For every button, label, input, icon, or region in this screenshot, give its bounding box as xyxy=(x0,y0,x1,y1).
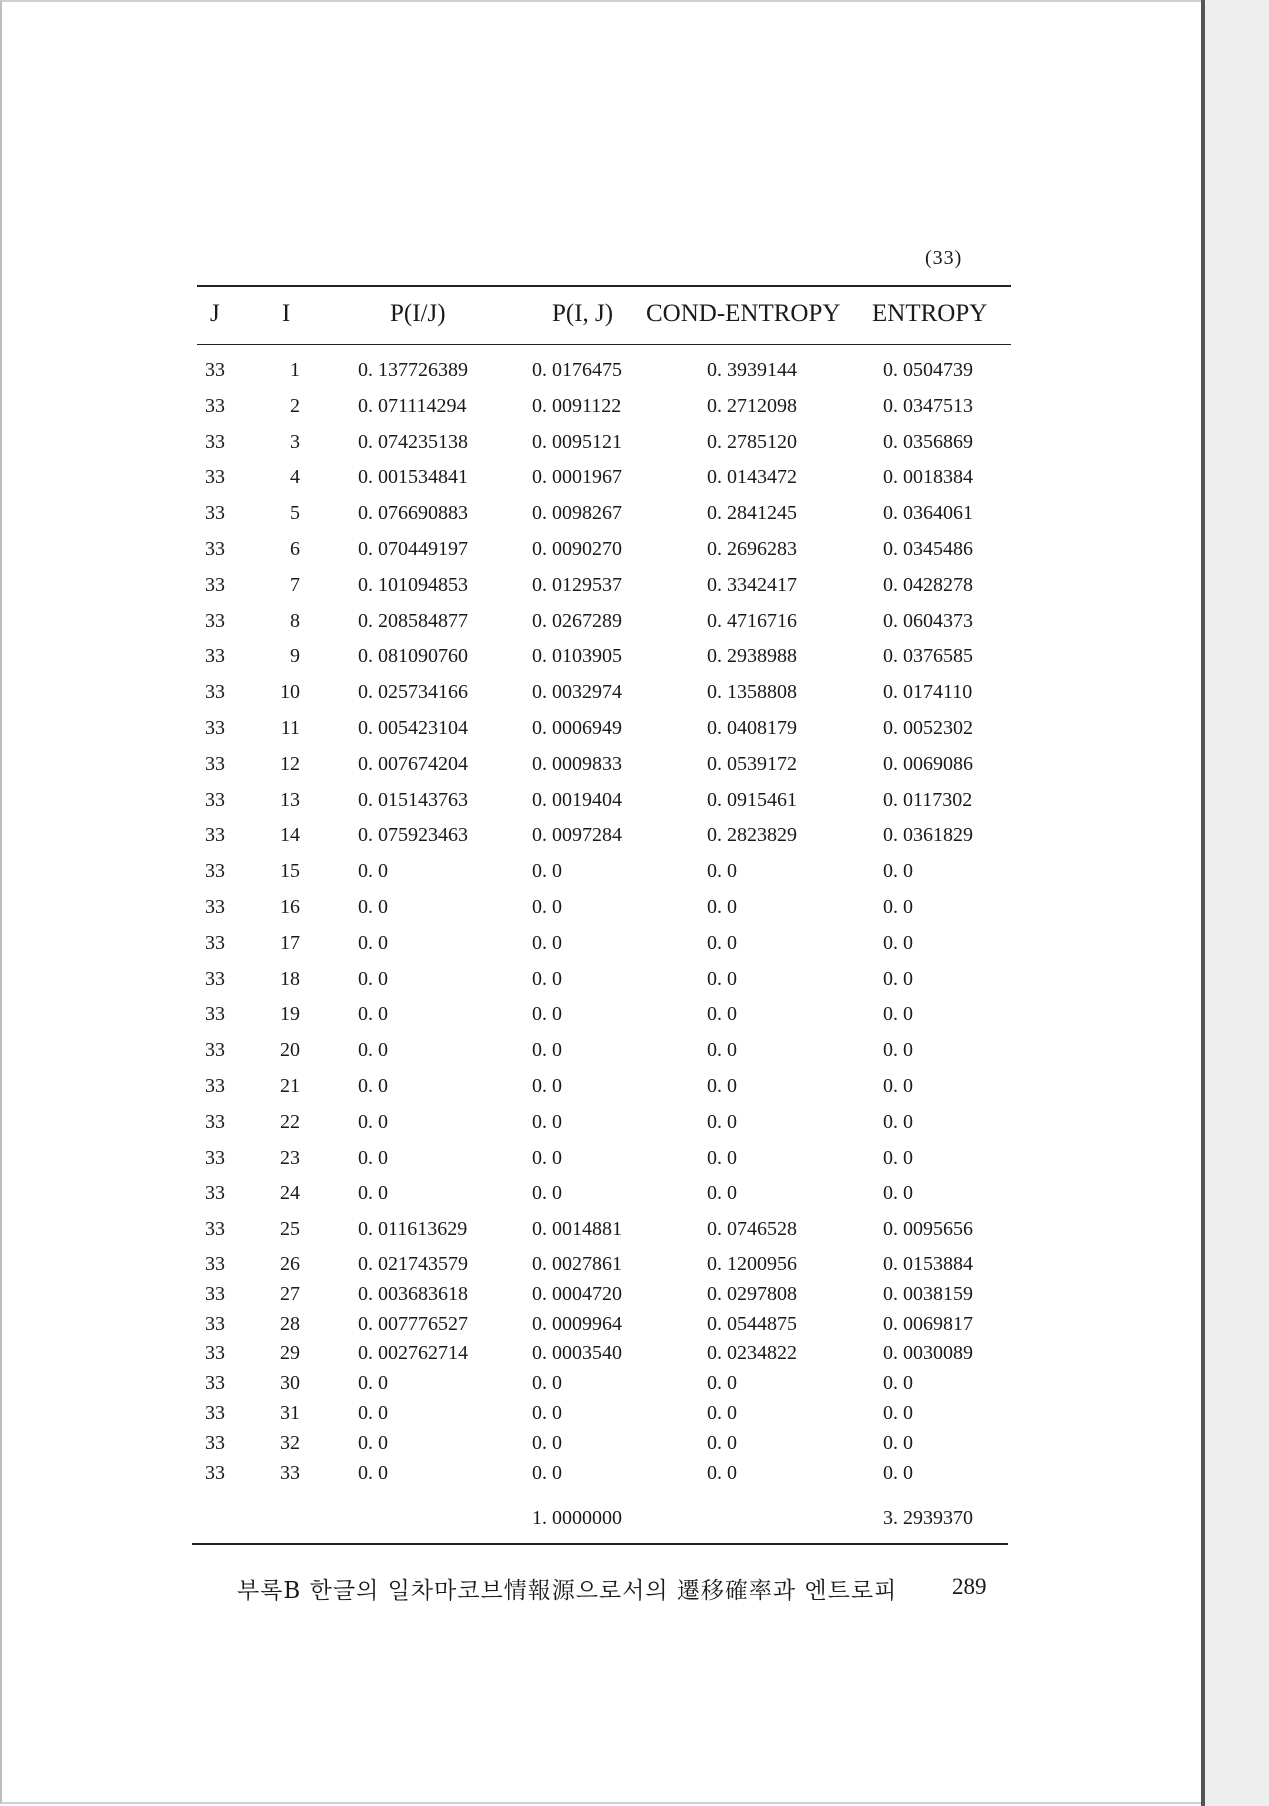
table-row xyxy=(0,932,1269,958)
cell-entropy: 0. 0376585 xyxy=(883,645,973,668)
cell-j: 33 xyxy=(205,538,225,560)
cell-p-joint: 0. 0097284 xyxy=(532,824,622,847)
cell-j: 33 xyxy=(205,681,225,704)
cell-j: 33 xyxy=(205,573,225,596)
cell-p-joint: 0. 0 xyxy=(532,1372,562,1395)
cell-cond-entropy: 0. 0234822 xyxy=(707,1342,797,1365)
cell-p-cond: 0. 0 xyxy=(358,1431,388,1454)
cell-p-joint: 0. 0 xyxy=(532,1461,562,1484)
cell-i: 28 xyxy=(280,1312,300,1335)
cell-p-joint: 0. 0004720 xyxy=(532,1282,622,1305)
cell-j: 33 xyxy=(205,1253,225,1275)
table-row xyxy=(0,1432,1269,1458)
table-row xyxy=(0,1111,1269,1137)
cell-p-joint: 0. 0 xyxy=(532,896,562,918)
cell-j: 33 xyxy=(205,1110,225,1133)
cell-p-cond: 0. 0 xyxy=(358,860,388,883)
cell-i: 16 xyxy=(280,896,300,918)
total-joint-probability: 1. 0000000 xyxy=(532,1507,622,1529)
cell-cond-entropy: 0. 1200956 xyxy=(707,1253,797,1275)
cell-p-cond: 0. 0 xyxy=(358,1372,388,1395)
cell-cond-entropy: 0. 4716716 xyxy=(707,609,797,632)
cell-p-joint: 0. 0 xyxy=(532,1110,562,1133)
table-row xyxy=(0,538,1269,564)
total-entropy: 3. 2939370 xyxy=(883,1507,973,1529)
cell-i: 24 xyxy=(280,1182,300,1205)
cell-entropy: 0. 0174110 xyxy=(883,681,973,704)
cell-cond-entropy: 0. 0 xyxy=(707,1461,737,1484)
table-row xyxy=(0,395,1269,421)
cell-p-joint: 0. 0098267 xyxy=(532,502,622,525)
cell-p-cond: 0. 0 xyxy=(358,1039,388,1062)
cell-p-joint: 0. 0267289 xyxy=(532,609,622,632)
cell-p-joint: 0. 0 xyxy=(532,1182,562,1205)
cell-p-cond: 0. 081090760 xyxy=(358,645,468,668)
cell-j: 33 xyxy=(205,931,225,954)
cell-entropy: 0. 0 xyxy=(883,1182,913,1205)
cell-p-cond: 0. 0 xyxy=(358,1075,388,1097)
cell-cond-entropy: 0. 0 xyxy=(707,1372,737,1395)
cell-p-cond: 0. 137726389 xyxy=(358,359,468,381)
cell-cond-entropy: 0. 3342417 xyxy=(707,573,797,596)
table-row xyxy=(0,789,1269,815)
cell-j: 33 xyxy=(205,502,225,525)
table-row xyxy=(0,753,1269,779)
cell-cond-entropy: 0. 0 xyxy=(707,896,737,918)
cell-p-cond: 0. 074235138 xyxy=(358,430,468,453)
cell-p-joint: 0. 0009833 xyxy=(532,752,622,775)
cell-entropy: 0. 0117302 xyxy=(883,788,973,811)
cell-i: 15 xyxy=(280,860,300,883)
cell-i: 5 xyxy=(290,502,300,525)
cell-entropy: 0. 0604373 xyxy=(883,609,973,632)
cell-i: 7 xyxy=(290,573,300,596)
cell-cond-entropy: 0. 0 xyxy=(707,1431,737,1454)
cell-i: 20 xyxy=(280,1039,300,1062)
cell-p-joint: 0. 0 xyxy=(532,1003,562,1026)
header-joint-probability: P(I, J) xyxy=(552,300,614,327)
cell-entropy: 0. 0347513 xyxy=(883,394,973,417)
cell-p-cond: 0. 0 xyxy=(358,1110,388,1133)
cell-i: 3 xyxy=(290,430,300,453)
cell-p-joint: 0. 0095121 xyxy=(532,430,622,453)
cell-i: 22 xyxy=(280,1110,300,1133)
table-row xyxy=(0,1283,1269,1309)
table-row xyxy=(0,466,1269,492)
cell-p-joint: 0. 0176475 xyxy=(532,359,622,381)
cell-cond-entropy: 0. 3939144 xyxy=(707,359,797,381)
cell-p-cond: 0. 101094853 xyxy=(358,573,468,596)
cell-p-cond: 0. 070449197 xyxy=(358,538,468,560)
cell-entropy: 0. 0 xyxy=(883,1431,913,1454)
cell-entropy: 0. 0 xyxy=(883,1146,913,1169)
cell-j: 33 xyxy=(205,1182,225,1205)
cell-entropy: 0. 0 xyxy=(883,967,913,990)
cell-entropy: 0. 0069086 xyxy=(883,752,973,775)
cell-j: 33 xyxy=(205,717,225,739)
cell-i: 6 xyxy=(290,538,300,560)
header-entropy: ENTROPY xyxy=(872,300,988,327)
cell-entropy: 0. 0 xyxy=(883,1039,913,1062)
cell-p-joint: 0. 0 xyxy=(532,1431,562,1454)
table-row xyxy=(0,610,1269,636)
cell-cond-entropy: 0. 0 xyxy=(707,1146,737,1169)
cell-cond-entropy: 0. 0544875 xyxy=(707,1312,797,1335)
cell-j: 33 xyxy=(205,752,225,775)
cell-j: 33 xyxy=(205,1218,225,1241)
cell-entropy: 0. 0356869 xyxy=(883,430,973,453)
cell-i: 1 xyxy=(290,359,300,381)
cell-i: 10 xyxy=(280,681,300,704)
table-row xyxy=(0,717,1269,743)
cell-j: 33 xyxy=(205,609,225,632)
cell-entropy: 0. 0 xyxy=(883,931,913,954)
cell-p-cond: 0. 071114294 xyxy=(358,394,467,417)
cell-cond-entropy: 0. 2841245 xyxy=(707,502,797,525)
cell-j: 33 xyxy=(205,1461,225,1484)
cell-i: 23 xyxy=(280,1146,300,1169)
cell-j: 33 xyxy=(205,1402,225,1424)
table-row xyxy=(0,1218,1269,1244)
cell-entropy: 0. 0 xyxy=(883,896,913,918)
cell-j: 33 xyxy=(205,1342,225,1365)
cell-p-cond: 0. 0 xyxy=(358,931,388,954)
cell-entropy: 0. 0364061 xyxy=(883,502,973,525)
footer-page-number: 289 xyxy=(952,1574,987,1599)
cell-cond-entropy: 0. 2785120 xyxy=(707,430,797,453)
table-row xyxy=(0,681,1269,707)
cell-p-joint: 0. 0103905 xyxy=(532,645,622,668)
cell-p-cond: 0. 002762714 xyxy=(358,1342,468,1365)
cell-cond-entropy: 0. 0297808 xyxy=(707,1282,797,1305)
header-cond-entropy: COND-ENTROPY xyxy=(646,300,841,327)
cell-cond-entropy: 0. 0 xyxy=(707,1110,737,1133)
cell-entropy: 0. 0095656 xyxy=(883,1218,973,1241)
table-bottom-rule xyxy=(192,1543,1008,1545)
cell-i: 9 xyxy=(290,645,300,668)
table-page-number: (33) xyxy=(925,247,963,269)
cell-p-joint: 0. 0019404 xyxy=(532,788,622,811)
cell-cond-entropy: 0. 0408179 xyxy=(707,717,797,739)
table-row xyxy=(0,824,1269,850)
table-row xyxy=(0,1075,1269,1101)
cell-p-joint: 0. 0 xyxy=(532,931,562,954)
cell-p-cond: 0. 021743579 xyxy=(358,1253,468,1275)
cell-i: 17 xyxy=(280,931,300,954)
cell-j: 33 xyxy=(205,967,225,990)
cell-p-joint: 0. 0091122 xyxy=(532,394,622,417)
cell-i: 12 xyxy=(280,752,300,775)
cell-i: 30 xyxy=(280,1372,300,1395)
table-row xyxy=(0,1253,1269,1279)
cell-entropy: 0. 0 xyxy=(883,1461,913,1484)
table-row xyxy=(0,1462,1269,1488)
cell-p-joint: 0. 0001967 xyxy=(532,466,622,489)
cell-p-cond: 0. 208584877 xyxy=(358,609,468,632)
cell-i: 27 xyxy=(280,1282,300,1305)
cell-p-joint: 0. 0 xyxy=(532,967,562,990)
cell-i: 13 xyxy=(280,788,300,811)
cell-j: 33 xyxy=(205,1431,225,1454)
cell-p-cond: 0. 001534841 xyxy=(358,466,468,489)
cell-p-cond: 0. 0 xyxy=(358,1182,388,1205)
cell-p-joint: 0. 0129537 xyxy=(532,573,622,596)
running-footer-title: 부록B 한글의 일차마코브情報源으로서의 遷移確率과 엔트로피 xyxy=(237,1578,898,1604)
cell-cond-entropy: 0. 2696283 xyxy=(707,538,797,560)
cell-entropy: 0. 0153884 xyxy=(883,1253,973,1275)
cell-p-joint: 0. 0003540 xyxy=(532,1342,622,1365)
cell-j: 33 xyxy=(205,359,225,381)
cell-i: 25 xyxy=(280,1218,300,1241)
cell-i: 18 xyxy=(280,967,300,990)
cell-p-cond: 0. 003683618 xyxy=(358,1282,468,1305)
cell-cond-entropy: 0. 2712098 xyxy=(707,394,797,417)
cell-j: 33 xyxy=(205,788,225,811)
cell-i: 33 xyxy=(280,1461,300,1484)
cell-j: 33 xyxy=(205,1039,225,1062)
cell-cond-entropy: 0. 0 xyxy=(707,1039,737,1062)
table-row xyxy=(0,896,1269,922)
cell-cond-entropy: 0. 0915461 xyxy=(707,788,797,811)
table-row xyxy=(0,1402,1269,1428)
cell-entropy: 0. 0 xyxy=(883,1075,913,1097)
table-row xyxy=(0,1372,1269,1398)
cell-entropy: 0. 0018384 xyxy=(883,466,973,489)
cell-p-joint: 0. 0 xyxy=(532,1039,562,1062)
cell-p-cond: 0. 075923463 xyxy=(358,824,468,847)
cell-j: 33 xyxy=(205,1372,225,1395)
cell-j: 33 xyxy=(205,1146,225,1169)
cell-j: 33 xyxy=(205,1075,225,1097)
cell-i: 31 xyxy=(280,1402,300,1424)
cell-p-cond: 0. 0 xyxy=(358,1461,388,1484)
cell-p-cond: 0. 015143763 xyxy=(358,788,468,811)
cell-entropy: 0. 0428278 xyxy=(883,573,973,596)
cell-cond-entropy: 0. 0746528 xyxy=(707,1218,797,1241)
cell-entropy: 0. 0030089 xyxy=(883,1342,973,1365)
table-row xyxy=(0,359,1269,385)
table-row xyxy=(0,1313,1269,1339)
cell-i: 8 xyxy=(290,609,300,632)
cell-i: 21 xyxy=(280,1075,300,1097)
cell-entropy: 0. 0052302 xyxy=(883,717,973,739)
cell-p-cond: 0. 005423104 xyxy=(358,717,468,739)
header-conditional-probability: P(I/J) xyxy=(390,300,446,327)
cell-entropy: 0. 0504739 xyxy=(883,359,973,381)
cell-j: 33 xyxy=(205,1003,225,1026)
cell-entropy: 0. 0 xyxy=(883,1110,913,1133)
cell-cond-entropy: 0. 0 xyxy=(707,860,737,883)
cell-entropy: 0. 0 xyxy=(883,1372,913,1395)
cell-cond-entropy: 0. 0 xyxy=(707,1003,737,1026)
cell-cond-entropy: 0. 0 xyxy=(707,1075,737,1097)
cell-i: 29 xyxy=(280,1342,300,1365)
cell-p-cond: 0. 076690883 xyxy=(358,502,468,525)
cell-p-joint: 0. 0 xyxy=(532,1402,562,1424)
cell-entropy: 0. 0 xyxy=(883,860,913,883)
cell-cond-entropy: 0. 0 xyxy=(707,1402,737,1424)
cell-p-cond: 0. 0 xyxy=(358,1146,388,1169)
cell-i: 32 xyxy=(280,1431,300,1454)
cell-p-cond: 0. 0 xyxy=(358,896,388,918)
cell-i: 14 xyxy=(280,824,300,847)
cell-p-joint: 0. 0009964 xyxy=(532,1312,622,1335)
cell-p-cond: 0. 0 xyxy=(358,1003,388,1026)
cell-p-joint: 0. 0 xyxy=(532,1075,562,1097)
cell-entropy: 0. 0 xyxy=(883,1402,913,1424)
cell-entropy: 0. 0345486 xyxy=(883,538,973,560)
cell-j: 33 xyxy=(205,394,225,417)
cell-entropy: 0. 0361829 xyxy=(883,824,973,847)
cell-p-cond: 0. 007674204 xyxy=(358,752,468,775)
cell-p-joint: 0. 0 xyxy=(532,860,562,883)
cell-j: 33 xyxy=(205,860,225,883)
cell-p-joint: 0. 0090270 xyxy=(532,538,622,560)
table-row xyxy=(0,431,1269,457)
header-j: J xyxy=(210,300,220,327)
cell-j: 33 xyxy=(205,466,225,489)
table-row xyxy=(0,1342,1269,1368)
cell-cond-entropy: 0. 0539172 xyxy=(707,752,797,775)
cell-p-joint: 0. 0027861 xyxy=(532,1253,622,1275)
cell-p-joint: 0. 0006949 xyxy=(532,717,622,739)
cell-cond-entropy: 0. 0143472 xyxy=(707,466,797,489)
cell-p-cond: 0. 0 xyxy=(358,967,388,990)
cell-i: 11 xyxy=(280,717,300,739)
cell-p-cond: 0. 025734166 xyxy=(358,681,468,704)
cell-cond-entropy: 0. 2823829 xyxy=(707,824,797,847)
cell-p-cond: 0. 0 xyxy=(358,1402,388,1424)
cell-cond-entropy: 0. 0 xyxy=(707,967,737,990)
cell-j: 33 xyxy=(205,824,225,847)
cell-cond-entropy: 0. 2938988 xyxy=(707,645,797,668)
table-row xyxy=(0,645,1269,671)
cell-cond-entropy: 0. 1358808 xyxy=(707,681,797,704)
cell-i: 2 xyxy=(290,394,300,417)
table-row xyxy=(0,502,1269,528)
cell-i: 26 xyxy=(280,1253,300,1275)
cell-p-joint: 0. 0 xyxy=(532,1146,562,1169)
cell-cond-entropy: 0. 0 xyxy=(707,931,737,954)
cell-j: 33 xyxy=(205,645,225,668)
cell-i: 19 xyxy=(280,1003,300,1026)
cell-j: 33 xyxy=(205,1312,225,1335)
cell-j: 33 xyxy=(205,430,225,453)
cell-entropy: 0. 0038159 xyxy=(883,1282,973,1305)
cell-entropy: 0. 0 xyxy=(883,1003,913,1026)
cell-entropy: 0. 0069817 xyxy=(883,1312,973,1335)
cell-i: 4 xyxy=(290,466,300,489)
table-row xyxy=(0,1003,1269,1029)
table-row xyxy=(0,1147,1269,1173)
table-row xyxy=(0,574,1269,600)
cell-p-cond: 0. 007776527 xyxy=(358,1312,468,1335)
table-row xyxy=(0,1039,1269,1065)
header-i: I xyxy=(282,300,291,327)
table-row xyxy=(0,968,1269,994)
cell-p-joint: 0. 0014881 xyxy=(532,1218,622,1241)
table-row xyxy=(0,1182,1269,1208)
cell-cond-entropy: 0. 0 xyxy=(707,1182,737,1205)
cell-p-joint: 0. 0032974 xyxy=(532,681,622,704)
cell-j: 33 xyxy=(205,1282,225,1305)
cell-j: 33 xyxy=(205,896,225,918)
table-row xyxy=(0,860,1269,886)
cell-p-cond: 0. 011613629 xyxy=(358,1218,468,1241)
